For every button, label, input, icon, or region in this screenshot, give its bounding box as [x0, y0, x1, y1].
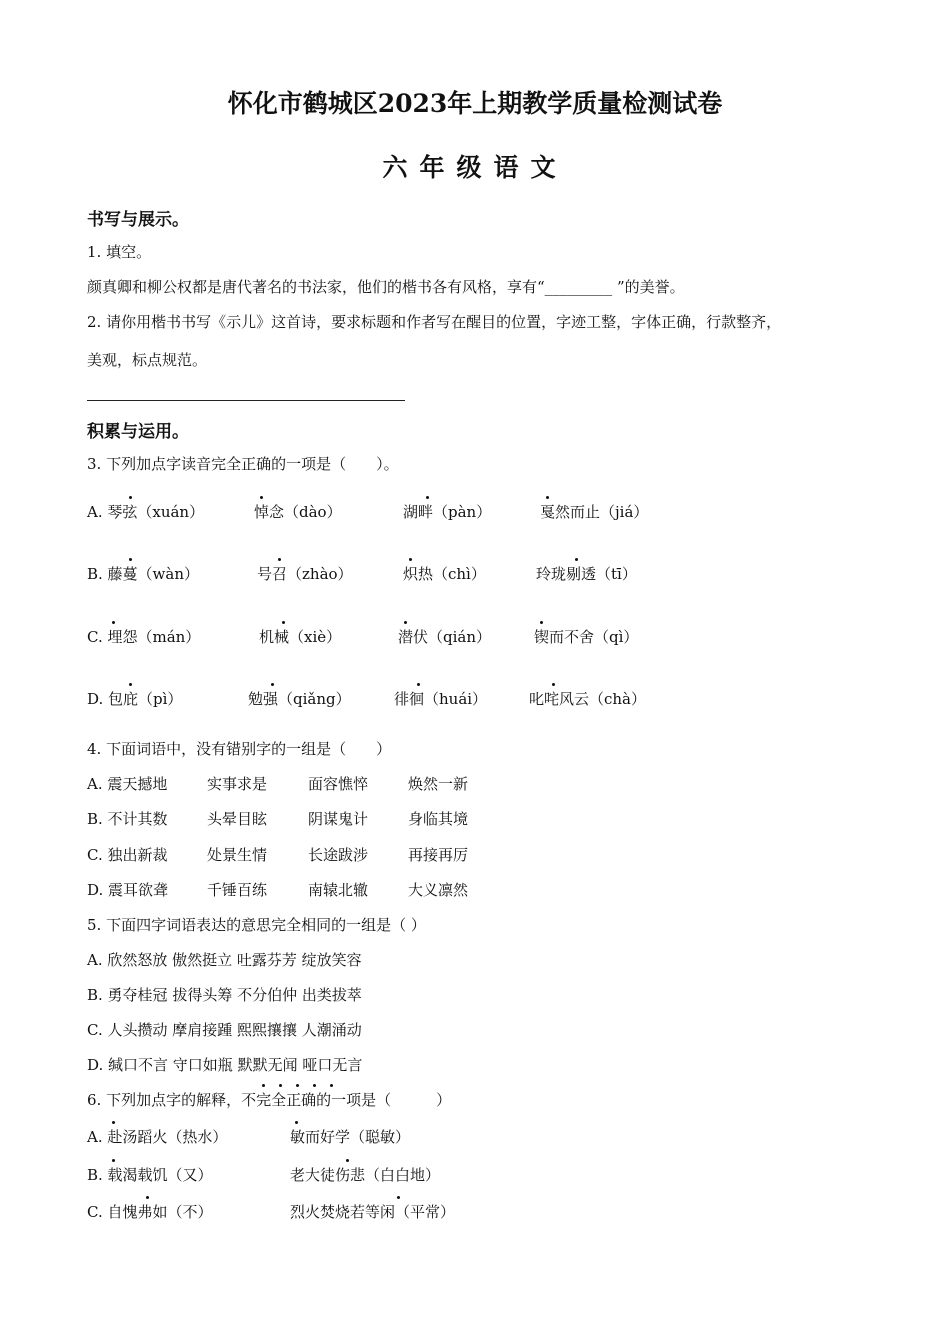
- emphasis-dot: [417, 683, 420, 686]
- q6-option-b-2: 老大徒伤悲（白白地）: [290, 1166, 441, 1184]
- emphasis-dot: [295, 1121, 298, 1124]
- emphasis-dot: [397, 1196, 400, 1199]
- q4-option-a-4: 焕然一新: [408, 775, 469, 793]
- q3-option-d-4: 叱咤风云（chà）: [529, 690, 647, 708]
- q3-option-a-4: 戛然而止（jiá）: [540, 503, 649, 521]
- question-4-stem: 4. 下面词语中，没有错别字的一组是（ ）: [87, 740, 392, 758]
- q4-option-d-2: 千锤百练: [207, 881, 268, 899]
- emphasis-dot: [279, 1084, 282, 1087]
- emphasis-dot: [129, 558, 132, 561]
- q4-option-b-3: 阴谋鬼计: [308, 810, 369, 828]
- q4-option-d-3: 南辕北辙: [308, 881, 369, 899]
- emphasis-dot: [313, 1084, 316, 1087]
- emphasis-dot: [260, 496, 263, 499]
- emphasis-dot: [112, 1159, 115, 1162]
- q5-option-a: A. 欣然怒放 傲然挺立 吐露芬芳 绽放笑容: [87, 951, 362, 969]
- answer-line: [87, 400, 405, 401]
- q6-option-a-1: A. 赴汤蹈火（热水）: [87, 1128, 228, 1146]
- emphasis-dot: [271, 683, 274, 686]
- q3-option-d-1: D. 包庇（pì）: [87, 690, 183, 708]
- q3-option-b-3: 炽热（chì）: [403, 565, 486, 583]
- q4-option-c-2: 处景生情: [207, 846, 268, 864]
- emphasis-dot: [575, 558, 578, 561]
- emphasis-dot: [404, 621, 407, 624]
- emphasis-dot: [146, 1196, 149, 1199]
- q3-option-a-1: A. 琴弦（xuán）: [87, 503, 205, 521]
- q4-option-b-4: 身临其境: [408, 810, 469, 828]
- q3-option-d-3: 徘徊（huái）: [394, 690, 488, 708]
- emphasis-dot: [262, 1084, 265, 1087]
- emphasis-dot: [129, 496, 132, 499]
- emphasis-dot: [112, 621, 115, 624]
- q3-option-a-2: 悼念（dào）: [254, 503, 342, 521]
- section-heading-usage: 积累与运用。: [87, 422, 189, 442]
- q6-option-a-2: 敏而好学（聪敏）: [290, 1128, 411, 1146]
- q3-option-b-2: 号召（zhào）: [257, 565, 353, 583]
- question-6-stem: 6. 下列加点字的解释，不完全正确的一项是（ ）: [87, 1091, 452, 1109]
- exam-title: 怀化市鹤城区2023年上期教学质量检测试卷: [227, 89, 723, 118]
- emphasis-dot: [278, 558, 281, 561]
- q4-option-a-3: 面容憔悴: [308, 775, 369, 793]
- emphasis-dot: [112, 1121, 115, 1124]
- emphasis-dot: [296, 1084, 299, 1087]
- q6-option-c-1: C. 自愧弗如（不）: [87, 1203, 213, 1221]
- q4-option-a-1: A. 震天撼地: [87, 775, 168, 793]
- q4-option-c-3: 长途跋涉: [308, 846, 369, 864]
- q4-option-c-1: C. 独出新裁: [87, 846, 168, 864]
- q4-option-d-4: 大义凛然: [408, 881, 469, 899]
- emphasis-dot: [546, 496, 549, 499]
- q4-option-c-4: 再接再厉: [408, 846, 469, 864]
- question-3-stem: 3. 下列加点字读音完全正确的一项是（ ）。: [87, 455, 399, 473]
- section-heading-writing: 书写与展示。: [87, 210, 189, 230]
- question-5-stem: 5. 下面四字词语表达的意思完全相同的一组是（ ）: [87, 916, 426, 934]
- q3-option-c-3: 潜伏（qián）: [398, 628, 492, 646]
- q3-option-c-2: 机械（xiè）: [259, 628, 342, 646]
- q4-option-b-2: 头晕目眩: [207, 810, 268, 828]
- q4-option-a-2: 实事求是: [207, 775, 268, 793]
- q5-option-d: D. 缄口不言 守口如瓶 默默无闻 哑口无言: [87, 1056, 363, 1074]
- q3-option-a-3: 湖畔（pàn）: [403, 503, 492, 521]
- emphasis-dot: [129, 683, 132, 686]
- question-2-line-1: 2. 请你用楷书书写《示儿》这首诗，要求标题和作者写在醒目的位置，字迹工整，字体正确，行款整齐，: [87, 313, 782, 331]
- emphasis-dot: [346, 1159, 349, 1162]
- q4-option-d-1: D. 震耳欲聋: [87, 881, 169, 899]
- q3-option-b-1: B. 藤蔓（wàn）: [87, 565, 200, 583]
- q3-option-b-4: 玲珑剔透（tī）: [536, 565, 637, 583]
- q6-option-c-2: 烈火焚烧若等闲（平常）: [290, 1203, 456, 1221]
- emphasis-dot: [330, 1084, 333, 1087]
- q3-option-c-1: C. 埋怨（mán）: [87, 628, 201, 646]
- emphasis-dot: [282, 621, 285, 624]
- emphasis-dot: [426, 496, 429, 499]
- emphasis-dot: [540, 621, 543, 624]
- q3-option-d-2: 勉强（qiǎng）: [248, 690, 351, 708]
- emphasis-dot: [409, 558, 412, 561]
- question-1-label: 1. 填空。: [87, 243, 152, 261]
- q4-option-b-1: B. 不计其数: [87, 810, 168, 828]
- question-1-text: 颜真卿和柳公权都是唐代著名的书法家，他们的楷书各有风格，享有“_________ ”的美誉。: [87, 278, 685, 296]
- q6-option-b-1: B. 载渴载饥（又）: [87, 1166, 213, 1184]
- q3-option-c-4: 锲而不舍（qì）: [534, 628, 639, 646]
- q5-option-b: B. 勇夺桂冠 拔得头筹 不分伯仲 出类拔萃: [87, 986, 362, 1004]
- q5-option-c: C. 人头攒动 摩肩接踵 熙熙攘攘 人潮涌动: [87, 1021, 362, 1039]
- question-2-line-2: 美观，标点规范。: [87, 351, 208, 369]
- exam-subtitle: 六年级语文: [382, 153, 568, 182]
- emphasis-dot: [552, 683, 555, 686]
